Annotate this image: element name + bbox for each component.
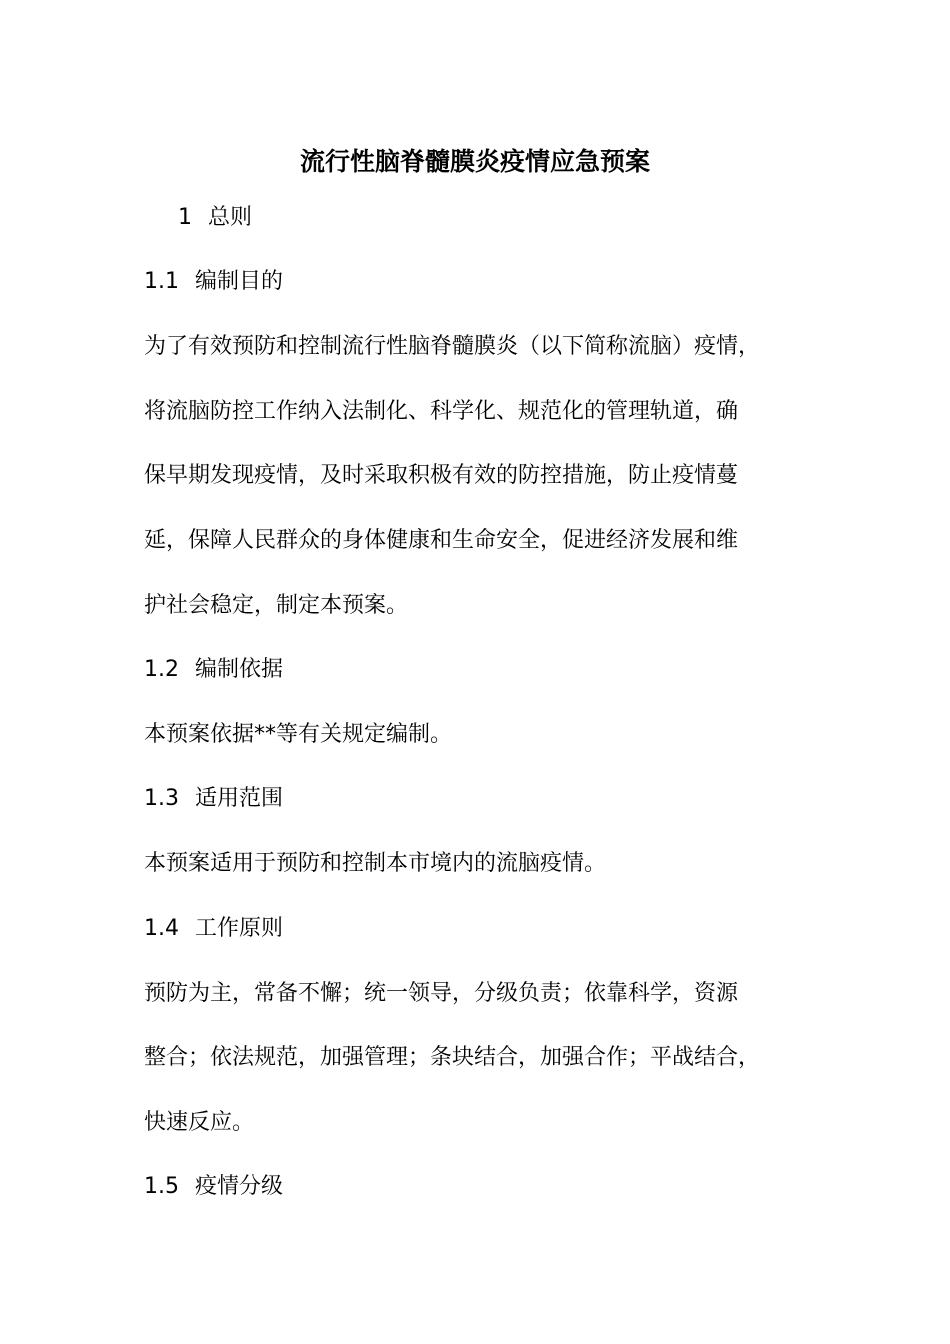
section-label: 编制目的 — [195, 269, 284, 294]
section-heading-1-4 — [144, 909, 283, 949]
section-label: 适用范围 — [195, 786, 284, 811]
section-number: 1.1 — [144, 269, 179, 294]
section-label: 编制依据 — [195, 657, 284, 682]
section-label: 疫情分级 — [195, 1174, 284, 1199]
section-heading-1-3 — [144, 779, 283, 819]
section-heading-1-1 — [144, 262, 283, 302]
paragraph-line: 本预案适用于预防和控制本市境内的流脑疫情。 — [144, 851, 607, 876]
section-heading-1-5 — [144, 1167, 283, 1207]
paragraph-line: 预防为主，常备不懈；统一领导，分级负责；依靠科学，资源 — [144, 981, 739, 1006]
section-number: 1.2 — [144, 657, 179, 682]
paragraph-line: 护社会稳定，制定本预案。 — [144, 593, 409, 618]
paragraph-line: 将流脑防控工作纳入法制化、科学化、规范化的管理轨道，确 — [144, 399, 739, 424]
paragraph-line: 整合；依法规范，加强管理；条块结合，加强合作；平战结合， — [144, 1045, 761, 1070]
document-title: 流行性脑脊髓膜炎疫情应急预案 — [299, 147, 650, 176]
paragraph-line: 本预案依据**等有关规定编制。 — [144, 722, 453, 747]
section-heading-1 — [178, 198, 252, 238]
section-heading-1-2 — [144, 650, 283, 690]
paragraph-line: 延，保障人民群众的身体健康和生命安全，促进经济发展和维 — [144, 528, 739, 553]
paragraph-line: 保早期发现疫情，及时采取积极有效的防控措施，防止疫情蔓 — [144, 463, 739, 488]
section-number: 1.5 — [144, 1174, 179, 1199]
section-label: 工作原则 — [195, 916, 284, 941]
section-number: 1.4 — [144, 916, 179, 941]
paragraph-line: 为了有效预防和控制流行性脑脊髓膜炎（以下简称流脑）疫情， — [144, 334, 761, 359]
section-label: 总则 — [208, 205, 253, 230]
paragraph-line: 快速反应。 — [144, 1110, 255, 1135]
section-number: 1.3 — [144, 786, 179, 811]
section-number: 1 — [178, 205, 192, 230]
